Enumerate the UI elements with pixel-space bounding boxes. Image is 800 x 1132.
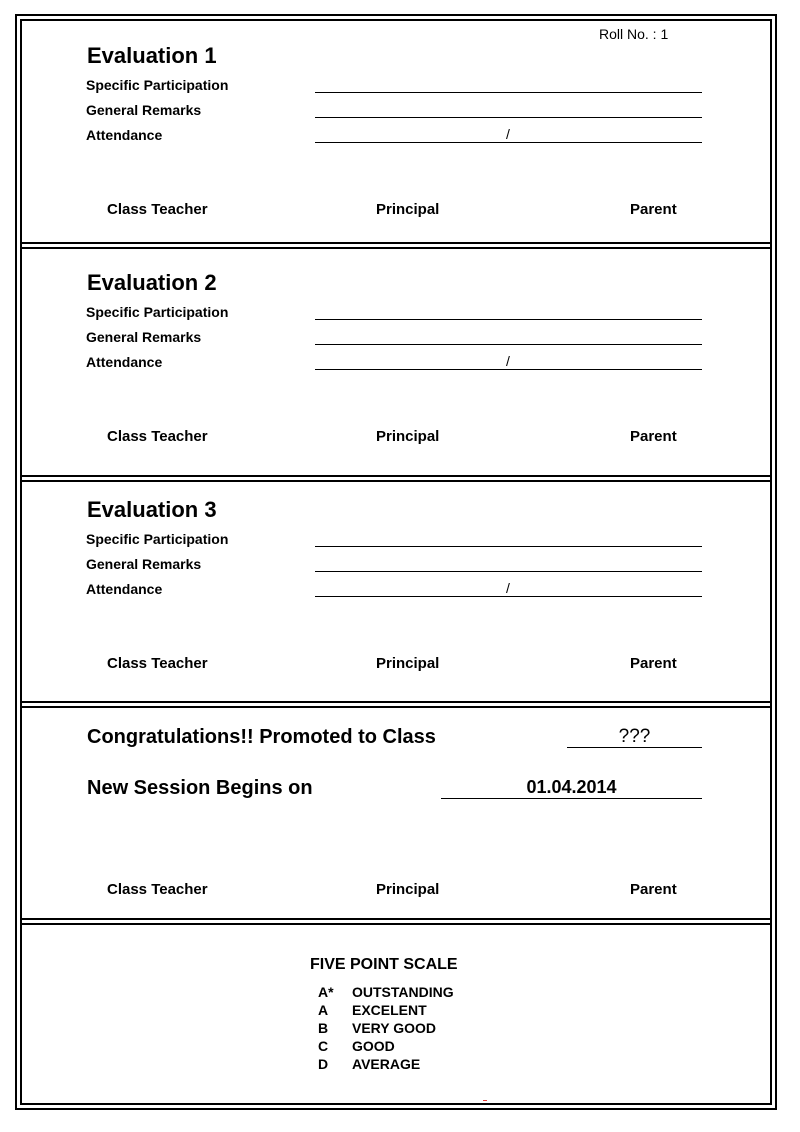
attendance-field[interactable]: [315, 142, 702, 143]
general-remarks-field[interactable]: [315, 117, 702, 118]
class-teacher-signature: Class Teacher: [107, 201, 208, 218]
red-mark: [483, 1100, 487, 1101]
attendance-field[interactable]: [315, 369, 702, 370]
scale-item: [318, 1002, 427, 1018]
attendance-separator: /: [506, 580, 510, 596]
scale-meaning: VERY GOOD: [352, 1020, 437, 1036]
parent-signature: Parent: [630, 428, 677, 445]
specific-participation-label: Specific Participation: [86, 531, 229, 547]
attendance-separator: /: [506, 353, 510, 369]
roll-number: Roll No. : 1: [599, 26, 669, 42]
parent-signature: Parent: [630, 881, 677, 898]
scale-meaning: AVERAGE: [352, 1056, 421, 1072]
scale-item: [318, 984, 454, 1000]
specific-participation-field[interactable]: [315, 546, 702, 547]
class-teacher-signature: Class Teacher: [107, 428, 208, 445]
parent-signature: Parent: [630, 655, 677, 672]
attendance-label: Attendance: [86, 127, 163, 143]
session-date-value[interactable]: 01.04.2014: [526, 777, 617, 797]
specific-participation-field[interactable]: [315, 319, 702, 320]
parent-signature: Parent: [630, 201, 677, 218]
promoted-label: Congratulations!! Promoted to Class: [87, 726, 436, 748]
principal-signature: Principal: [376, 655, 440, 672]
specific-participation-label: Specific Participation: [86, 304, 229, 320]
scale-grade: A: [318, 1002, 329, 1018]
scale-item: [318, 1038, 395, 1054]
attendance-label: Attendance: [86, 581, 163, 597]
general-remarks-label: General Remarks: [86, 102, 202, 118]
principal-signature: Principal: [376, 428, 440, 445]
attendance-field[interactable]: [315, 596, 702, 597]
scale-item: [318, 1056, 420, 1072]
scale-grade: A*: [318, 984, 334, 1000]
section-divider: [22, 242, 770, 249]
general-remarks-field[interactable]: [315, 344, 702, 345]
class-teacher-signature: Class Teacher: [107, 655, 208, 672]
evaluation-1-title: Evaluation 1: [87, 43, 217, 68]
scale-meaning: GOOD: [352, 1038, 395, 1054]
evaluation-3-title: Evaluation 3: [87, 497, 217, 522]
scale-meaning: EXCELENT: [352, 1002, 427, 1018]
session-date-line: [441, 798, 702, 799]
attendance-label: Attendance: [86, 354, 163, 370]
scale-item: [318, 1020, 436, 1036]
specific-participation-label: Specific Participation: [86, 77, 229, 93]
general-remarks-label: General Remarks: [86, 556, 202, 572]
principal-signature: Principal: [376, 881, 440, 898]
section-divider: [22, 701, 770, 708]
scale-title: FIVE POINT SCALE: [310, 956, 458, 973]
attendance-separator: /: [506, 126, 510, 142]
evaluation-2-title: Evaluation 2: [87, 270, 217, 295]
promoted-class-value[interactable]: ???: [618, 726, 651, 747]
specific-participation-field[interactable]: [315, 92, 702, 93]
general-remarks-field[interactable]: [315, 571, 702, 572]
promoted-class-line: [567, 747, 702, 748]
class-teacher-signature: Class Teacher: [107, 881, 208, 898]
section-divider: [22, 475, 770, 482]
scale-grade: C: [318, 1038, 329, 1054]
section-divider: [22, 918, 770, 925]
session-label: New Session Begins on: [87, 777, 313, 799]
general-remarks-label: General Remarks: [86, 329, 202, 345]
scale-meaning: OUTSTANDING: [352, 984, 454, 1000]
scale-grade: D: [318, 1056, 329, 1072]
scale-grade: B: [318, 1020, 329, 1036]
principal-signature: Principal: [376, 201, 440, 218]
